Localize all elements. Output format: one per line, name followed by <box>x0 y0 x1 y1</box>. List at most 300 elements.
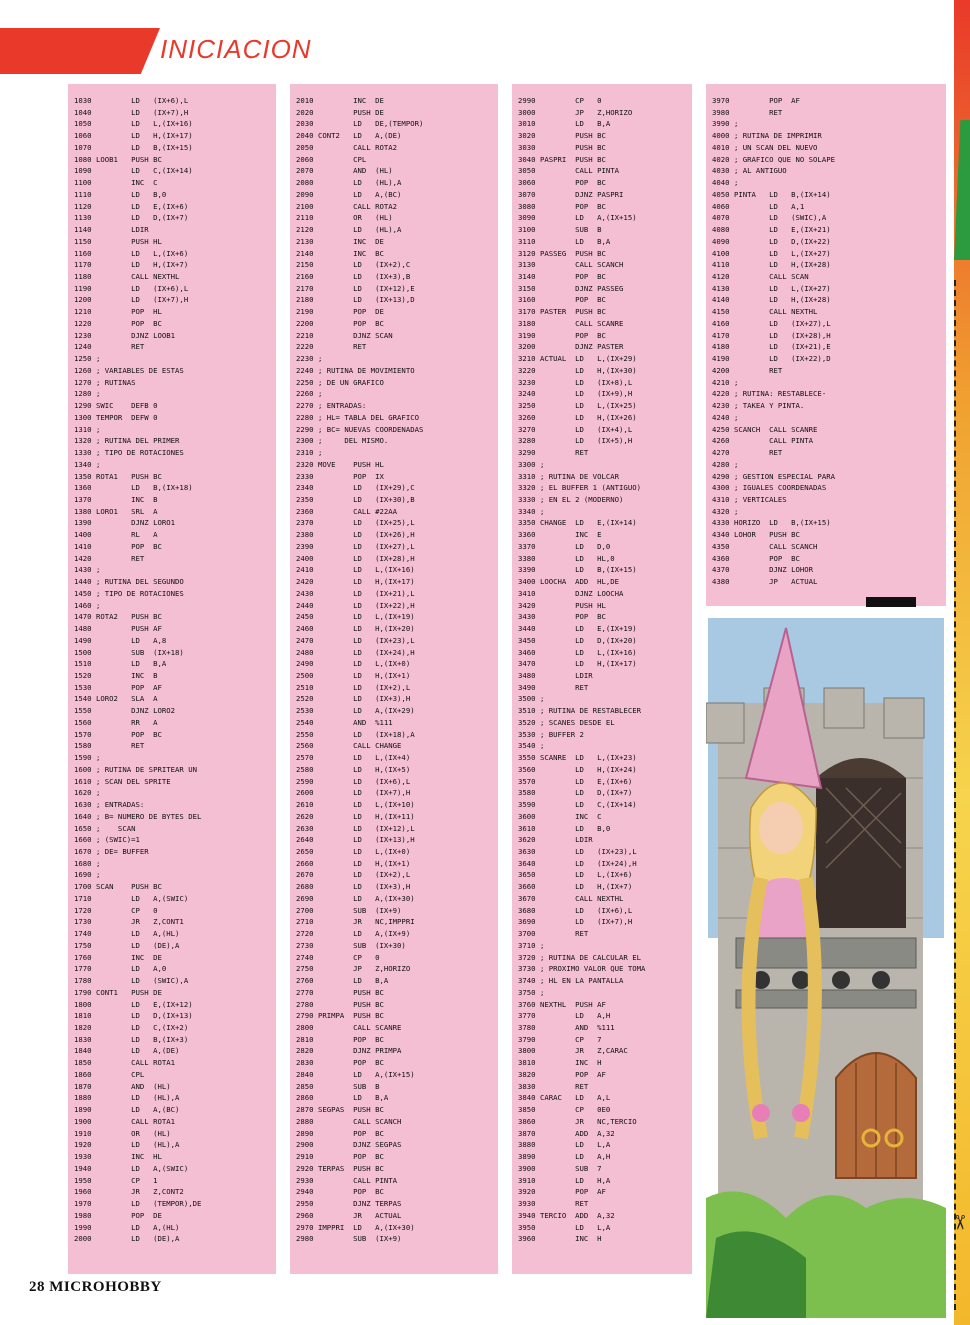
code-line: 4220 ; RUTINA: RESTABLECE- <box>712 389 827 399</box>
code-line: 4060 LD A,1 <box>712 201 805 211</box>
code-line: 1410 POP BC <box>74 541 162 551</box>
code-line: 1960 JR Z,CONT2 <box>74 1187 184 1197</box>
code-line: 4030 ; AL ANTIGUO <box>712 166 787 176</box>
code-line: 2000 LD (DE),A <box>74 1234 180 1244</box>
code-line: 3870 ADD A,32 <box>518 1128 615 1138</box>
code-line: 2550 LD (IX+18),A <box>296 729 415 739</box>
code-line: 3210 ACTUAL LD L,(IX+29) <box>518 354 637 364</box>
code-line: 1580 RET <box>74 741 145 751</box>
code-line: 2890 POP BC <box>296 1128 384 1138</box>
code-line: 2360 CALL #22AA <box>296 506 398 516</box>
code-line: 2460 LD H,(IX+20) <box>296 624 415 634</box>
code-line: 1040 LD (IX+7),H <box>74 107 189 117</box>
code-line: 1350 ROTA1 PUSH BC <box>74 471 162 481</box>
code-line: 3030 PUSH BC <box>518 142 606 152</box>
code-line: 2100 CALL ROTA2 <box>296 201 398 211</box>
code-line: 3070 DJNZ PASPRI <box>518 189 624 199</box>
code-line: 1980 POP DE <box>74 1210 162 1220</box>
scissors-icon: ✂ <box>948 1214 970 1231</box>
code-line: 1370 INC B <box>74 494 158 504</box>
code-line: 2080 LD (HL),A <box>296 178 402 188</box>
code-line: 3150 DJNZ PASSEG <box>518 283 624 293</box>
code-line: 2260 ; <box>296 389 323 399</box>
code-line: 3200 DJNZ PASTER <box>518 342 624 352</box>
code-line: 2850 SUB B <box>296 1081 380 1091</box>
code-line: 1830 LD B,(IX+3) <box>74 1034 189 1044</box>
code-line: 3770 LD A,H <box>518 1011 611 1021</box>
code-line: 2760 LD B,A <box>296 976 389 986</box>
code-line: 2130 INC DE <box>296 236 384 246</box>
code-line: 4180 LD (IX+21),E <box>712 342 831 352</box>
code-line: 2930 CALL PINTA <box>296 1175 398 1185</box>
code-line: 1200 LD (IX+7),H <box>74 295 189 305</box>
code-line: 3750 ; <box>518 987 545 997</box>
code-line: 2020 PUSH DE <box>296 107 384 117</box>
code-line: 3840 CARAC LD A,L <box>518 1093 611 1103</box>
code-line: 2140 INC BC <box>296 248 384 258</box>
code-line: 3320 ; EL BUFFER 1 (ANTIGUO) <box>518 483 642 493</box>
code-line: 4150 CALL NEXTHL <box>712 307 818 317</box>
code-line: 1710 LD A,(SWIC) <box>74 893 189 903</box>
code-line: 1480 PUSH AF <box>74 624 162 634</box>
code-line: 4210 ; <box>712 377 739 387</box>
code-line: 2830 POP BC <box>296 1058 384 1068</box>
code-line: 3470 LD H,(IX+17) <box>518 659 637 669</box>
code-line: 1600 ; RUTINA DE SPRITEAR UN <box>74 764 198 774</box>
code-line: 2660 LD H,(IX+1) <box>296 858 411 868</box>
code-line: 2340 LD (IX+29),C <box>296 483 415 493</box>
code-line: 3420 PUSH HL <box>518 600 606 610</box>
code-line: 3290 RET <box>518 448 589 458</box>
code-line: 1260 ; VARIABLES DE ESTAS <box>74 365 184 375</box>
code-line: 2150 LD (IX+2),C <box>296 260 411 270</box>
code-line: 1910 OR (HL) <box>74 1128 171 1138</box>
code-line: 2940 POP BC <box>296 1187 384 1197</box>
code-line: 1920 LD (HL),A <box>74 1140 180 1150</box>
code-line: 2430 LD (IX+21),L <box>296 588 415 598</box>
code-line: 4110 LD H,(IX+28) <box>712 260 831 270</box>
code-line: 4130 LD L,(IX+27) <box>712 283 831 293</box>
code-line: 4000 ; RUTINA DE IMPRIMIR <box>712 131 822 141</box>
code-line: 1870 AND (HL) <box>74 1081 171 1091</box>
code-line: 2330 POP IX <box>296 471 384 481</box>
code-line: 2840 LD A,(IX+15) <box>296 1069 415 1079</box>
code-line: 1930 INC HL <box>74 1152 162 1162</box>
listing-column-1 <box>68 84 276 1274</box>
code-line: 1470 ROTA2 PUSH BC <box>74 612 162 622</box>
code-line: 1780 LD (SWIC),A <box>74 976 189 986</box>
code-line: 1690 ; <box>74 870 101 880</box>
code-line: 3050 CALL PINTA <box>518 166 620 176</box>
code-line: 1160 LD L,(IX+6) <box>74 248 189 258</box>
code-line: 2610 LD L,(IX+10) <box>296 800 415 810</box>
code-line: 3490 RET <box>518 682 589 692</box>
code-line: 3250 LD L,(IX+25) <box>518 401 637 411</box>
code-line: 1080 LOOB1 PUSH BC <box>74 154 162 164</box>
code-line: 3090 LD A,(IX+15) <box>518 213 637 223</box>
code-line: 2470 LD (IX+23),L <box>296 635 415 645</box>
code-line: 2900 DJNZ SEGPAS <box>296 1140 402 1150</box>
code-line: 3370 LD D,0 <box>518 541 611 551</box>
code-line: 1300 TEMPOR DEFW 0 <box>74 412 158 422</box>
code-line: 2220 RET <box>296 342 367 352</box>
code-line: 4190 LD (IX+22),D <box>712 354 831 364</box>
code-line: 2320 MOVE PUSH HL <box>296 459 384 469</box>
code-line: 3020 PUSH BC <box>518 131 606 141</box>
code-line: 2090 LD A,(BC) <box>296 189 402 199</box>
code-line: 3300 ; <box>518 459 545 469</box>
code-line: 2250 ; DE UN GRAFICO <box>296 377 384 387</box>
code-line: 3120 PASSEG PUSH BC <box>518 248 606 258</box>
code-line: 1520 INC B <box>74 670 158 680</box>
code-line: 1800 LD E,(IX+12) <box>74 999 193 1009</box>
code-line: 2240 ; RUTINA DE MOVIMIENTO <box>296 365 415 375</box>
code-line: 1110 LD B,0 <box>74 189 167 199</box>
code-line: 2710 JR NC,IMPPRI <box>296 917 415 927</box>
code-line: 2920 TERPAS PUSH BC <box>296 1163 384 1173</box>
code-line: 2730 SUB (IX+30) <box>296 940 406 950</box>
code-line: 3270 LD (IX+4),L <box>518 424 633 434</box>
code-line: 3710 ; <box>518 940 545 950</box>
code-line: 2820 DJNZ PRIMPA <box>296 1046 402 1056</box>
code-line: 1070 LD B,(IX+15) <box>74 142 193 152</box>
code-line: 3220 LD H,(IX+30) <box>518 365 637 375</box>
code-line: 3930 RET <box>518 1199 589 1209</box>
code-line: 2390 LD (IX+27),L <box>296 541 415 551</box>
code-line: 2420 LD H,(IX+17) <box>296 577 415 587</box>
code-line: 2860 LD B,A <box>296 1093 389 1103</box>
code-line: 2580 LD H,(IX+5) <box>296 764 411 774</box>
code-line: 1240 RET <box>74 342 145 352</box>
code-line: 3580 LD D,(IX+7) <box>518 788 633 798</box>
code-line: 1140 LDIR <box>74 225 149 235</box>
code-line: 3440 LD E,(IX+19) <box>518 624 637 634</box>
code-line: 3980 RET <box>712 107 783 117</box>
code-line: 2160 LD (IX+3),B <box>296 272 411 282</box>
code-line: 2630 LD (IX+12),L <box>296 823 415 833</box>
code-line: 4140 LD H,(IX+28) <box>712 295 831 305</box>
code-line: 1610 ; SCAN DEL SPRITE <box>74 776 171 786</box>
code-line: 1220 POP BC <box>74 318 162 328</box>
code-line: 2110 OR (HL) <box>296 213 393 223</box>
code-line: 3280 LD (IX+5),H <box>518 436 633 446</box>
code-line: 3620 LDIR <box>518 835 593 845</box>
code-line: 4270 RET <box>712 448 783 458</box>
code-line: 3140 POP BC <box>518 272 606 282</box>
code-line: 3160 POP BC <box>518 295 606 305</box>
code-line: 3820 POP AF <box>518 1069 606 1079</box>
code-line: 1750 LD (DE),A <box>74 940 180 950</box>
code-line: 2720 LD A,(IX+9) <box>296 929 411 939</box>
code-line: 2170 LD (IX+12),E <box>296 283 415 293</box>
code-line: 3880 LD L,A <box>518 1140 611 1150</box>
code-line: 1590 ; <box>74 753 101 763</box>
code-line: 1540 LORO2 SLA A <box>74 694 158 704</box>
code-line: 4330 HORIZO LD B,(IX+15) <box>712 518 831 528</box>
code-line: 4040 ; <box>712 178 739 188</box>
code-line: 1460 ; <box>74 600 101 610</box>
code-line: 4310 ; VERTICALES <box>712 494 787 504</box>
code-line: 1360 LD B,(IX+18) <box>74 483 193 493</box>
code-line: 2780 PUSH BC <box>296 999 384 1009</box>
code-line: 4280 ; <box>712 459 739 469</box>
code-line: 1310 ; <box>74 424 101 434</box>
code-line: 3660 LD H,(IX+7) <box>518 882 633 892</box>
page-footer: 28 MICROHOBBY <box>29 1279 162 1295</box>
code-line: 2740 CP 0 <box>296 952 380 962</box>
code-line: 2500 LD H,(IX+1) <box>296 670 411 680</box>
code-line: 2520 LD (IX+3),H <box>296 694 411 704</box>
code-line: 3530 ; BUFFER 2 <box>518 729 584 739</box>
code-line: 3790 CP 7 <box>518 1034 602 1044</box>
code-line: 3040 PASPRI PUSH BC <box>518 154 606 164</box>
code-line: 2690 LD A,(IX+30) <box>296 893 415 903</box>
code-line: 2350 LD (IX+30),B <box>296 494 415 504</box>
code-line: 2560 CALL CHANGE <box>296 741 402 751</box>
code-line: 3810 INC H <box>518 1058 602 1068</box>
code-line: 1970 LD (TEMPOR),DE <box>74 1199 202 1209</box>
code-line: 3680 LD (IX+6),L <box>518 905 633 915</box>
code-line: 1720 CP 0 <box>74 905 158 915</box>
code-line: 3000 JP Z,HORIZO <box>518 107 633 117</box>
code-line: 3430 POP BC <box>518 612 606 622</box>
code-line: 1320 ; RUTINA DEL PRIMER <box>74 436 180 446</box>
code-line: 3450 LD D,(IX+20) <box>518 635 637 645</box>
section-title: INICIACION <box>160 34 312 64</box>
code-line: 3570 LD E,(IX+6) <box>518 776 633 786</box>
code-line: 1060 LD H,(IX+17) <box>74 131 193 141</box>
code-line: 3800 JR Z,CARAC <box>518 1046 628 1056</box>
code-line: 1640 ; B= NUMERO DE BYTES DEL <box>74 811 202 821</box>
code-line: 1030 LD (IX+6),L <box>74 96 189 105</box>
code-line: 3890 LD A,H <box>518 1152 611 1162</box>
code-line: 3480 LDIR <box>518 670 593 680</box>
code-line: 2970 IMPPRI LD A,(IX+30) <box>296 1222 415 1232</box>
code-line: 3310 ; RUTINA DE VOLCAR <box>518 471 620 481</box>
code-line: 3360 INC E <box>518 530 602 540</box>
code-line: 2480 LD (IX+24),H <box>296 647 415 657</box>
code-line: 1570 POP BC <box>74 729 162 739</box>
code-line: 1450 ; TIPO DE ROTACIONES <box>74 588 184 598</box>
code-line: 2570 LD L,(IX+4) <box>296 753 411 763</box>
code-line: 2620 LD H,(IX+11) <box>296 811 415 821</box>
code-line: 1790 CONT1 PUSH DE <box>74 987 162 997</box>
listing-column-4 <box>706 84 946 606</box>
code-line: 3400 LOOCHA ADD HL,DE <box>518 577 620 587</box>
code-line: 2950 DJNZ TERPAS <box>296 1199 402 1209</box>
code-line: 2070 AND (HL) <box>296 166 393 176</box>
code-line: 1050 LD L,(IX+16) <box>74 119 193 129</box>
code-line: 3970 POP AF <box>712 96 800 105</box>
code-line: 2650 LD L,(IX+0) <box>296 847 411 856</box>
code-line: 4120 CALL SCAN <box>712 272 809 282</box>
code-line: 1440 ; RUTINA DEL SEGUNDO <box>74 577 184 587</box>
code-line: 1390 DJNZ LORO1 <box>74 518 176 528</box>
code-line: 1680 ; <box>74 858 101 868</box>
code-line: 3720 ; RUTINA DE CALCULAR EL <box>518 952 642 962</box>
code-line: 1900 CALL ROTA1 <box>74 1116 176 1126</box>
code-line: 4230 ; TAKEA Y PINTA. <box>712 401 805 411</box>
code-line: 3610 LD B,0 <box>518 823 611 833</box>
code-line: 3900 SUB 7 <box>518 1163 602 1173</box>
code-line: 2410 LD L,(IX+16) <box>296 565 415 575</box>
code-line: 2670 LD (IX+2),L <box>296 870 411 880</box>
code-line: 3990 ; <box>712 119 739 129</box>
code-line: 3910 LD H,A <box>518 1175 611 1185</box>
code-line: 3460 LD L,(IX+16) <box>518 647 637 657</box>
code-line: 1490 LD A,8 <box>74 635 167 645</box>
code-line: 1940 LD A,(SWIC) <box>74 1163 189 1173</box>
code-line: 4020 ; GRAFICO QUE NO SOLAPE <box>712 154 836 164</box>
code-line: 3190 POP BC <box>518 330 606 340</box>
code-line: 3080 POP BC <box>518 201 606 211</box>
cut-line <box>954 280 956 1310</box>
code-line: 2600 LD (IX+7),H <box>296 788 411 798</box>
code-line: 3670 CALL NEXTHL <box>518 893 624 903</box>
code-line: 3590 LD C,(IX+14) <box>518 800 637 810</box>
code-line: 1500 SUB (IX+18) <box>74 647 184 657</box>
code-line: 2640 LD (IX+13),H <box>296 835 415 845</box>
code-line: 3410 DJNZ LOOCHA <box>518 588 624 598</box>
code-line: 2810 POP BC <box>296 1034 384 1044</box>
code-line: 4290 ; GESTION ESPECIAL PARA <box>712 471 836 481</box>
code-line: 3540 ; <box>518 741 545 751</box>
code-line: 1270 ; RUTINAS <box>74 377 136 387</box>
code-line: 1430 ; <box>74 565 101 575</box>
code-line: 3390 LD B,(IX+15) <box>518 565 637 575</box>
code-line: 1180 CALL NEXTHL <box>74 272 180 282</box>
code-line: 2680 LD (IX+3),H <box>296 882 411 892</box>
code-line: 1420 RET <box>74 553 145 563</box>
code-line: 1860 CPL <box>74 1069 145 1079</box>
code-line: 2980 SUB (IX+9) <box>296 1234 402 1244</box>
code-line: 2540 AND %111 <box>296 717 393 727</box>
code-line: 3380 LD HL,0 <box>518 553 615 563</box>
code-line: 3060 POP BC <box>518 178 606 188</box>
code-line: 2490 LD L,(IX+0) <box>296 659 411 669</box>
code-line: 1330 ; TIPO DE ROTACIONES <box>74 448 184 458</box>
code-line: 4090 LD D,(IX+22) <box>712 236 831 246</box>
code-line: 1400 RL A <box>74 530 158 540</box>
code-line: 4250 SCANCH CALL SCANRE <box>712 424 818 434</box>
code-line: 1820 LD C,(IX+2) <box>74 1023 189 1033</box>
code-line: 4240 ; <box>712 412 739 422</box>
code-line: 3340 ; <box>518 506 545 516</box>
code-line: 3960 INC H <box>518 1234 602 1244</box>
code-line: 4370 DJNZ LOHOR <box>712 565 814 575</box>
code-line: 3010 LD B,A <box>518 119 611 129</box>
end-of-listing-bar <box>866 597 916 607</box>
code-line: 1150 PUSH HL <box>74 236 162 246</box>
code-line: 2190 POP DE <box>296 307 384 317</box>
code-line: 1890 LD A,(BC) <box>74 1105 180 1115</box>
code-line: 2310 ; <box>296 448 323 458</box>
code-line: 1530 POP AF <box>74 682 162 692</box>
code-line: 3860 JR NC,TERCIO <box>518 1116 637 1126</box>
code-line: 3550 SCANRE LD L,(IX+23) <box>518 753 637 763</box>
code-line: 1700 SCAN PUSH BC <box>74 882 162 892</box>
code-line: 3240 LD (IX+9),H <box>518 389 633 399</box>
code-line: 4200 RET <box>712 365 783 375</box>
code-line: 3130 CALL SCANCH <box>518 260 624 270</box>
code-line: 2120 LD (HL),A <box>296 225 402 235</box>
code-line: 2880 CALL SCANCH <box>296 1116 402 1126</box>
code-line: 1880 LD (HL),A <box>74 1093 180 1103</box>
code-line: 4170 LD (IX+28),H <box>712 330 831 340</box>
code-line: 4070 LD (SWIC),A <box>712 213 827 223</box>
code-line: 2010 INC DE <box>296 96 384 105</box>
code-line: 2530 LD A,(IX+29) <box>296 706 415 716</box>
code-line: 2870 SEGPAS PUSH BC <box>296 1105 384 1115</box>
code-line: 2210 DJNZ SCAN <box>296 330 393 340</box>
code-line: 2060 CPL <box>296 154 367 164</box>
code-line: 3260 LD H,(IX+26) <box>518 412 637 422</box>
code-line: 3230 LD (IX+8),L <box>518 377 633 387</box>
code-line: 3940 TERCIO ADD A,32 <box>518 1210 615 1220</box>
code-line: 1990 LD A,(HL) <box>74 1222 180 1232</box>
code-line: 1510 LD B,A <box>74 659 167 669</box>
code-line: 1130 LD D,(IX+7) <box>74 213 189 223</box>
code-line: 4160 LD (IX+27),L <box>712 318 831 328</box>
code-line: 4380 JP ACTUAL <box>712 577 818 587</box>
code-line: 3830 RET <box>518 1081 589 1091</box>
code-line: 2590 LD (IX+6),L <box>296 776 411 786</box>
code-line: 1650 ; SCAN <box>74 823 136 833</box>
section-header-band <box>0 28 160 74</box>
code-line: 3650 LD L,(IX+6) <box>518 870 633 880</box>
code-line: 4350 CALL SCANCH <box>712 541 818 551</box>
code-line: 2290 ; BC= NUEVAS COORDENADAS <box>296 424 424 434</box>
code-line: 2380 LD (IX+26),H <box>296 530 415 540</box>
code-line: 3630 LD (IX+23),L <box>518 847 637 856</box>
castle-princess-illustration <box>706 618 946 1318</box>
code-line: 4080 LD E,(IX+21) <box>712 225 831 235</box>
code-line: 2200 POP BC <box>296 318 384 328</box>
code-line: 3740 ; HL EN LA PANTALLA <box>518 976 624 986</box>
code-line: 3500 ; <box>518 694 545 704</box>
code-line: 3100 SUB B <box>518 225 602 235</box>
code-line: 1250 ; <box>74 354 101 364</box>
code-line: 1550 DJNZ LORO2 <box>74 706 176 716</box>
code-line: 1230 DJNZ LOOB1 <box>74 330 176 340</box>
code-line: 2450 LD L,(IX+19) <box>296 612 415 622</box>
code-line: 4100 LD L,(IX+27) <box>712 248 831 258</box>
code-line: 2400 LD (IX+28),H <box>296 553 415 563</box>
code-line: 2910 POP BC <box>296 1152 384 1162</box>
code-line: 1810 LD D,(IX+13) <box>74 1011 193 1021</box>
code-line: 3330 ; EN EL 2 (MODERNO) <box>518 494 624 504</box>
code-line: 1730 JR Z,CONT1 <box>74 917 184 927</box>
code-line: 3640 LD (IX+24),H <box>518 858 637 868</box>
code-line: 4050 PINTA LD B,(IX+14) <box>712 189 831 199</box>
code-line: 3730 ; PROXIMO VALOR QUE TOMA <box>518 964 646 974</box>
code-line: 1380 LORO1 SRL A <box>74 506 158 516</box>
code-line: 1950 CP 1 <box>74 1175 158 1185</box>
code-line: 2370 LD (IX+25),L <box>296 518 415 528</box>
code-line: 3600 INC C <box>518 811 602 821</box>
code-line: 2230 ; <box>296 354 323 364</box>
code-line: 4320 ; <box>712 506 739 516</box>
code-line: 1620 ; <box>74 788 101 798</box>
code-line: 1840 LD A,(DE) <box>74 1046 180 1056</box>
code-line: 2700 SUB (IX+9) <box>296 905 402 915</box>
code-line: 2960 JR ACTUAL <box>296 1210 402 1220</box>
code-line: 1340 ; <box>74 459 101 469</box>
code-line: 1100 INC C <box>74 178 158 188</box>
code-line: 1760 INC DE <box>74 952 162 962</box>
code-line: 3760 NEXTHL PUSH AF <box>518 999 606 1009</box>
code-line: 1770 LD A,0 <box>74 964 167 974</box>
